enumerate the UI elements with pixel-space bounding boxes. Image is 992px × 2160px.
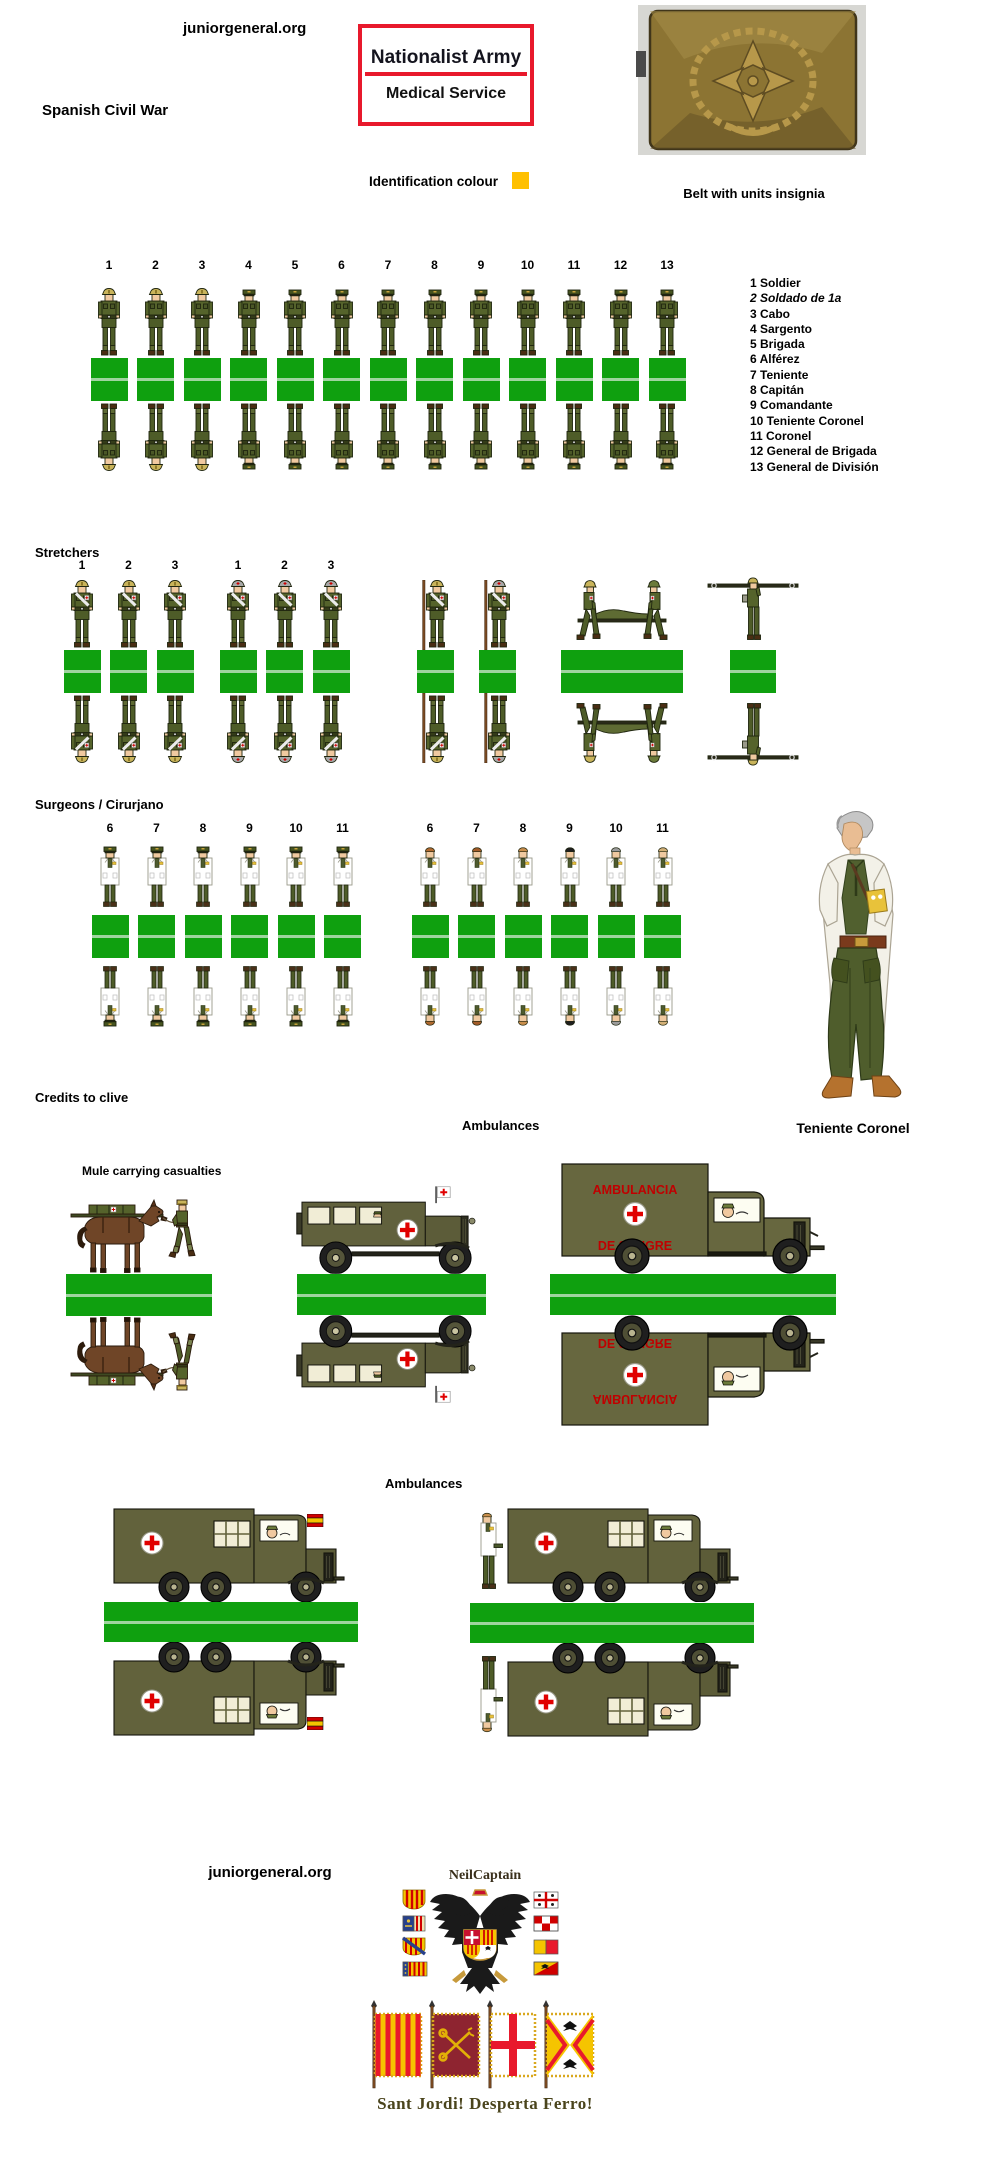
figure-unit — [135, 821, 179, 1028]
stretcher-bearer-figure-mirrored — [318, 693, 344, 763]
rank-legend-item: 5 Brigada — [750, 337, 805, 352]
figure-unit — [227, 258, 271, 471]
ambulances-title-1: Ambulances — [462, 1118, 540, 1133]
fold-base — [324, 915, 361, 958]
fold-base — [412, 915, 449, 958]
figure-number: 1 — [234, 558, 242, 572]
figure-unit — [594, 821, 638, 1028]
figure-unit — [413, 258, 457, 471]
figure-number: 2 — [125, 558, 132, 572]
soldier-figure-mirrored — [468, 401, 494, 471]
st-george-banner-icon — [487, 2000, 535, 2088]
surgeon-figure — [650, 845, 676, 915]
fold-base — [92, 915, 129, 958]
blood-van-figure — [560, 1162, 828, 1274]
figure-unit — [645, 258, 689, 471]
surgeon-figure — [144, 845, 170, 915]
pole-bearer-figure — [420, 580, 450, 650]
mule-figure-mirrored — [67, 1316, 209, 1396]
figure-unit — [274, 821, 318, 1028]
figure-number: 3 — [198, 258, 206, 272]
stretcher-bearer-figure-mirrored — [225, 693, 251, 763]
car-ambulance-figure — [296, 1186, 487, 1274]
figure-number: 13 — [660, 258, 674, 272]
identification-label: Identification colour — [368, 174, 498, 189]
fold-base — [470, 1603, 754, 1643]
stretcher-bearer-figure-mirrored — [272, 693, 298, 763]
surgeon-figure — [557, 845, 583, 915]
soldier-figure — [561, 288, 587, 358]
figure-unit — [459, 258, 503, 471]
figure-number: 1 — [105, 258, 113, 272]
figure-unit — [134, 258, 178, 471]
blood-ambulance-van-unit — [550, 1162, 836, 1429]
surgeon-loader-figure — [476, 1507, 503, 1602]
soldier-figure-mirrored — [515, 401, 541, 471]
fold-base — [602, 358, 639, 401]
fold-base — [556, 358, 593, 401]
rank-legend-item: 13 General de División — [750, 459, 879, 474]
title-box — [358, 24, 534, 126]
figure-number: 7 — [153, 821, 160, 835]
figure-unit — [88, 821, 132, 1028]
surgeon-figure-mirrored — [283, 958, 309, 1028]
figure-unit — [263, 558, 307, 763]
surgeon-figure — [464, 845, 490, 915]
page-title: Nationalist Army — [365, 47, 527, 76]
fold-base — [184, 358, 221, 401]
surgeon-figure-mirrored — [557, 958, 583, 1028]
truck-ambulance-unit-left — [104, 1507, 358, 1737]
stretcher-bearer-figure — [318, 580, 344, 650]
fold-base — [417, 650, 454, 693]
figure-unit — [408, 821, 452, 1028]
mule-figure — [67, 1194, 209, 1274]
stretcher-carrier-figure — [706, 577, 800, 650]
figure-unit — [455, 821, 499, 1028]
stretcher-bearer-figure-mirrored — [69, 693, 95, 763]
soldier-figure — [329, 288, 355, 358]
sardinia-flag-icon — [534, 1892, 558, 1908]
fold-base — [463, 358, 500, 401]
soldier-figure — [143, 288, 169, 358]
figure-number: 11 — [567, 258, 581, 272]
soldier-figure-mirrored — [282, 401, 308, 471]
soldier-figure-mirrored — [143, 401, 169, 471]
surgeon-figure-mirrored — [97, 958, 123, 1028]
halves-flag-icon — [534, 1940, 558, 1954]
fold-base — [649, 358, 686, 401]
figure-number: 11 — [336, 821, 349, 835]
figure-number: 3 — [327, 558, 335, 572]
motto-text: Sant Jordi! Desperta Ferro! — [377, 2094, 593, 2113]
figure-number: 7 — [384, 258, 392, 272]
surgeon-figure-mirrored — [330, 958, 356, 1028]
soldier-figure-mirrored — [329, 401, 355, 471]
figure-number: 3 — [171, 558, 179, 572]
figure-unit — [321, 821, 365, 1028]
figure-unit — [309, 558, 353, 763]
surgeon-figure-mirrored — [237, 958, 263, 1028]
fold-base — [479, 650, 516, 693]
fold-base — [277, 358, 314, 401]
surgeons-group2 — [408, 821, 685, 1028]
car-ambulance-figure-mirrored — [296, 1315, 487, 1403]
coat-of-arms-cluster — [400, 1886, 560, 2000]
fold-base — [137, 358, 174, 401]
surgeon-figure — [190, 845, 216, 915]
figure-number: 9 — [246, 821, 253, 835]
figure-unit — [107, 558, 151, 763]
fold-base — [138, 915, 175, 958]
surgeon-figure-mirrored — [190, 958, 216, 1028]
fold-base — [185, 915, 222, 958]
pole-bearer-figure-mirrored — [420, 693, 450, 763]
fold-base — [458, 915, 495, 958]
soldier-figure — [468, 288, 494, 358]
soldier-figure-mirrored — [236, 401, 262, 471]
officer-caption: Teniente Coronel — [796, 1120, 910, 1136]
figure-number: 6 — [338, 258, 345, 272]
blood-van-figure-mirrored — [560, 1315, 828, 1427]
stretchers-title: Stretchers — [35, 545, 100, 560]
pole-bearer-figure — [482, 580, 512, 650]
valencia-flag-icon — [403, 1962, 427, 1976]
soldier-figure — [189, 288, 215, 358]
figure-unit — [273, 258, 317, 471]
truck-ambulance-figure-mirrored — [506, 1643, 740, 1738]
rank-legend-item: 1 Soldier — [750, 276, 801, 290]
figure-unit — [216, 558, 260, 763]
stretcher-bearer-figure — [225, 580, 251, 650]
figure-unit — [320, 258, 364, 471]
sicily-flag-icon — [534, 1962, 558, 1975]
checker-shield-icon — [534, 1916, 558, 1931]
fold-base — [550, 1274, 836, 1315]
stretcher-bearer-figure — [162, 580, 188, 650]
soldier-figure — [422, 288, 448, 358]
belt-caption: Belt with units insignia — [683, 186, 825, 201]
rank-legend-item: 11 Coronel — [750, 428, 812, 443]
figure-unit — [552, 258, 596, 471]
truck-ambulance-unit-right — [470, 1507, 754, 1737]
officer-illustration — [798, 808, 912, 1114]
surgeon-figure-mirrored — [650, 958, 676, 1028]
rank-legend-item: 6 Alférez — [750, 352, 800, 367]
fold-base — [551, 915, 588, 958]
figure-unit — [599, 258, 643, 471]
fold-base — [91, 358, 128, 401]
rank-legend-item: 3 Cabo — [750, 306, 791, 321]
soldier-figure — [236, 288, 262, 358]
figure-unit — [548, 821, 592, 1028]
fold-base — [266, 650, 303, 693]
fold-base — [64, 650, 101, 693]
stretcher-bearer-figure-mirrored — [116, 693, 142, 763]
double-eagle-icon — [430, 1890, 530, 1994]
folded-stretcher-carrier-unit — [706, 577, 800, 766]
soldier-figure-mirrored — [561, 401, 587, 471]
stretcher-bearer-figure — [272, 580, 298, 650]
fold-base — [230, 358, 267, 401]
figure-number: 2 — [281, 558, 288, 572]
stretcher-carrier-figure-mirrored — [706, 693, 800, 766]
stretcher-bearer-figure — [69, 580, 95, 650]
fold-base — [505, 915, 542, 958]
surgeons-group1 — [88, 821, 365, 1028]
fold-base — [220, 650, 257, 693]
identification-swatch — [512, 172, 529, 189]
figure-unit — [366, 258, 410, 471]
rank-legend-item: 2 Soldado de 1a — [750, 291, 842, 306]
figure-number: 10 — [289, 821, 303, 835]
figure-number: 4 — [245, 258, 252, 272]
fold-base — [509, 358, 546, 401]
figure-number: 6 — [426, 821, 434, 835]
truck-ambulance-figure — [506, 1507, 740, 1602]
soldier-figure — [282, 288, 308, 358]
figure-unit — [228, 821, 272, 1028]
stretcher-bearers-group1 — [60, 558, 197, 763]
surgeon-figure — [97, 845, 123, 915]
stretcher-bearers-group2 — [216, 558, 353, 763]
spanish-flag-pennant-mirrored — [307, 1717, 325, 1730]
rank-legend — [750, 276, 879, 475]
soldier-figure — [515, 288, 541, 358]
car-ambulance-unit — [296, 1186, 487, 1403]
soldier-figure-mirrored — [375, 401, 401, 471]
figure-unit — [153, 558, 197, 763]
fold-base — [66, 1274, 212, 1316]
figure-unit — [60, 558, 104, 763]
fold-base — [278, 915, 315, 958]
soldier-figure-mirrored — [608, 401, 634, 471]
figure-unit — [501, 821, 545, 1028]
figure-number: 1 — [78, 558, 86, 572]
mule-caption: Mule carrying casualties — [82, 1164, 222, 1178]
rank-legend-item: 7 Teniente — [750, 367, 809, 382]
figure-unit — [180, 258, 224, 471]
figure-number: 9 — [477, 258, 485, 272]
surgeon-figure — [510, 845, 536, 915]
surgeon-figure-mirrored — [417, 958, 443, 1028]
war-label: Spanish Civil War — [42, 102, 169, 119]
banners-row — [366, 2000, 596, 2092]
figure-number: 8 — [431, 258, 438, 272]
site-logo-bottom: juniorgeneral.org — [208, 1864, 332, 1881]
rank-figures-row — [87, 258, 689, 471]
fold-base — [323, 358, 360, 401]
pole-bearer-figure-mirrored — [482, 693, 512, 763]
soldier-figure — [608, 288, 634, 358]
surgeon-figure — [283, 845, 309, 915]
figure-number: 12 — [613, 258, 628, 272]
rank-legend-item: 10 Teniente Coronel — [750, 413, 864, 428]
fold-base — [313, 650, 350, 693]
site-logo-top: juniorgeneral.org — [183, 20, 307, 37]
fold-base — [297, 1274, 486, 1315]
sicily-banner-icon — [543, 2000, 593, 2088]
credits-text: Credits to clive — [35, 1090, 129, 1105]
soldier-figure-mirrored — [654, 401, 680, 471]
rank-legend-item: 8 Capitán — [750, 383, 805, 398]
author-credit: NeilCaptain — [448, 1868, 522, 1883]
surgeon-figure-mirrored — [464, 958, 490, 1028]
figure-unit — [87, 258, 131, 471]
fold-base — [110, 650, 147, 693]
mule-casualty-unit — [66, 1194, 212, 1396]
surgeon-figure-mirrored — [144, 958, 170, 1028]
surgeon-figure — [237, 845, 263, 915]
pole-bearer-unit — [475, 580, 519, 763]
fold-base — [644, 915, 681, 958]
figure-number: 9 — [566, 821, 573, 835]
surgeons-title: Surgeons / Cirurjano — [35, 797, 164, 812]
rank-legend-item: 9 Comandante — [750, 398, 833, 413]
surgeon-loader-figure-mirrored — [476, 1643, 503, 1738]
figure-number: 8 — [199, 821, 207, 835]
fold-base — [730, 650, 776, 693]
soldier-figure — [96, 288, 122, 358]
soldier-figure — [375, 288, 401, 358]
figure-number: 11 — [656, 821, 669, 835]
figure-number: 5 — [291, 258, 299, 272]
figure-unit — [506, 258, 550, 471]
fold-base — [104, 1602, 358, 1642]
soldier-figure-mirrored — [422, 401, 448, 471]
fold-base — [598, 915, 635, 958]
surgeon-figure — [330, 845, 356, 915]
fold-base — [370, 358, 407, 401]
soldier-figure-mirrored — [189, 401, 215, 471]
stretcher-team-unit — [560, 577, 684, 766]
rank-legend-item: 4 Sargento — [750, 321, 813, 336]
surgeon-figure-mirrored — [510, 958, 536, 1028]
figure-number: 10 — [609, 821, 623, 835]
surgeon-figure — [603, 845, 629, 915]
figure-number: 6 — [106, 821, 114, 835]
figure-number: 2 — [152, 258, 159, 272]
stretcher-bearer-figure-mirrored — [162, 693, 188, 763]
fold-base — [561, 650, 683, 693]
mallorca-shield-icon — [403, 1938, 425, 1955]
page-subtitle: Medical Service — [385, 85, 507, 102]
figure-unit — [641, 821, 685, 1028]
belt-photo — [636, 5, 868, 167]
figure-number: 8 — [519, 821, 527, 835]
stretcher-bearer-figure — [116, 580, 142, 650]
aragon-banner-icon — [371, 2000, 421, 2088]
ambulances-title-2: Ambulances — [385, 1476, 463, 1491]
fold-base — [231, 915, 268, 958]
spanish-flag-pennant — [307, 1514, 325, 1527]
surgeon-figure-mirrored — [603, 958, 629, 1028]
figure-unit — [181, 821, 225, 1028]
stretcher-team-figure — [560, 577, 684, 650]
figure-number: 7 — [473, 821, 480, 835]
figure-number: 10 — [520, 258, 535, 272]
pole-bearer-unit — [413, 580, 457, 763]
fold-base — [157, 650, 194, 693]
surgeon-figure — [417, 845, 443, 915]
aragon-shield-icon — [403, 1890, 425, 1909]
fold-base — [416, 358, 453, 401]
soldier-figure — [654, 288, 680, 358]
crown-stripes-shield-icon — [403, 1916, 425, 1931]
keys-banner-icon — [429, 2000, 479, 2088]
soldier-figure-mirrored — [96, 401, 122, 471]
rank-legend-item: 12 General de Brigada — [750, 444, 877, 459]
stretcher-team-figure-mirrored — [560, 693, 684, 766]
